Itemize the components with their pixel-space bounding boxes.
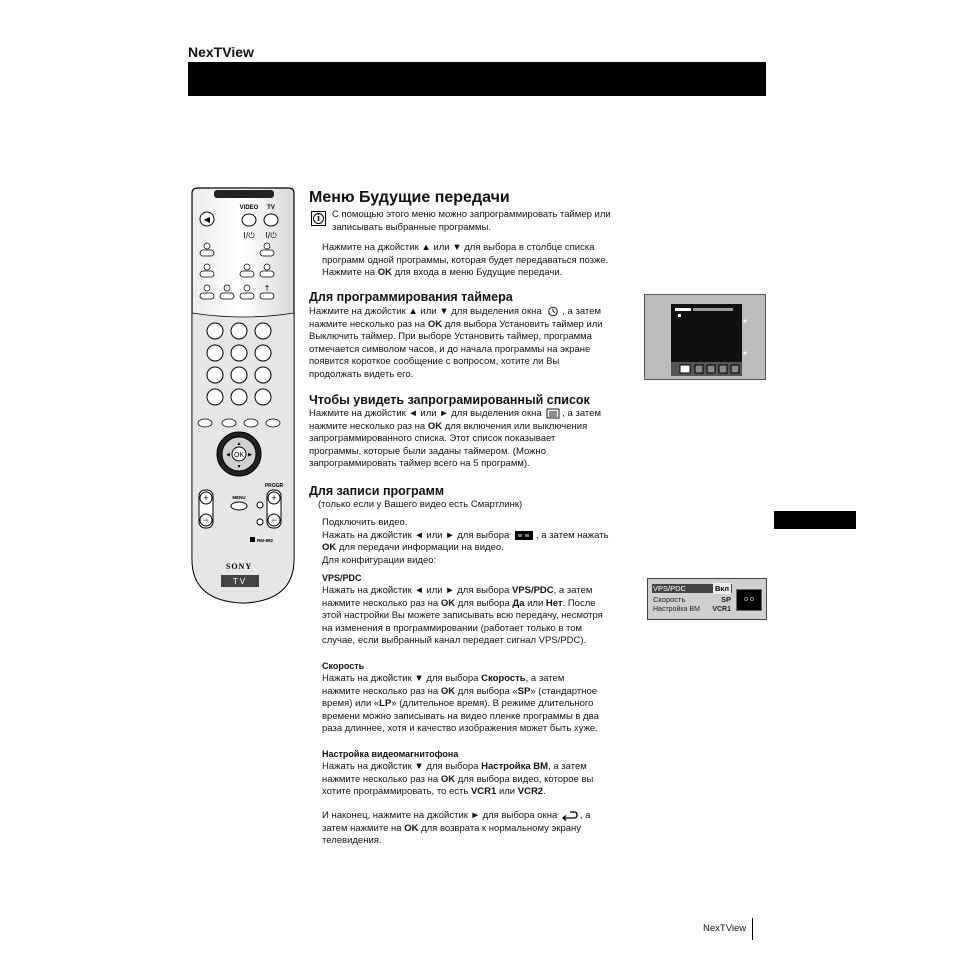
step1-text: Нажмите на джойстик ▲ или ▼ для выбора в столбце списка программ одной программы, которая будет передаваться позже. Нажмите на OK для входа в меню Будущие передачи. <box>322 242 609 279</box>
list-window-icon <box>544 408 562 419</box>
return-icon <box>560 810 580 821</box>
remote-control-illustration <box>188 187 298 607</box>
side-tab-marker <box>774 511 856 529</box>
header-bar <box>188 62 766 96</box>
brand-label: SONY <box>225 562 253 571</box>
svg-text:↑: ↑ <box>263 284 271 293</box>
tv-brand-label: TV <box>232 577 248 586</box>
ok-label: OK <box>233 452 245 459</box>
timer-text: Нажмите на джойстик ▲ или ▼ для выделения окна , а затем нажмите несколько раз на OK для выбора Установить таймер или Выключить таймер. При выборе Установить таймер, программа отмечается символом часов, и до начала программы на экране появится короткое сообщение с вопросом, хотите ли Вы продолжать видеть его. <box>309 306 603 380</box>
svg-text:▶: ▶ <box>248 452 252 458</box>
vcr-menu-row-label: Скорость <box>653 595 686 604</box>
speed-title: Скорость <box>322 661 365 671</box>
vcr-text: Нажать на джойстик ▼ для выбора Настройка ВМ, а затем нажмите несколько раз на OK для выбора видео, которое вы хотите программировать, то есть VCR1 или VCR2. <box>322 761 594 798</box>
svg-text:▲: ▲ <box>236 441 242 447</box>
record-steps: Подключить видео. Нажать на джойстик ◄ или ► для выбора , а затем нажать OK для передачи информации на видео. Для конфигурации видео: <box>322 517 609 566</box>
tv-screen-illustration <box>644 294 766 380</box>
list-heading: Чтобы увидеть запрограмированный список <box>309 393 590 407</box>
list-text: Нажмите на джойстик ◄ или ► для выделения окна , а затем нажмите несколько раз на OK для включения или выключения запрограммированного списка. Этот список показывает программы, которые были заданы таймером. (Можно запрограммировать таймер всего на 5 программ). <box>309 408 601 470</box>
vcr-menu-row-value: SP <box>720 595 731 604</box>
vcr-menu-row <box>653 583 731 594</box>
vcr-menu-row-label: VPS/PDC <box>653 584 686 593</box>
vcr-menu-row-value: VCR1 <box>712 606 731 613</box>
svg-text:▼: ▼ <box>236 464 242 470</box>
vcr-config-menu <box>647 578 767 620</box>
svg-text:◀: ◀ <box>226 452 230 458</box>
power-label-2: I/⏻ <box>265 231 277 240</box>
record-note: (только если у Вашего видео есть Смартлинк) <box>318 499 523 510</box>
menu-label: MENU <box>232 495 246 500</box>
vcr-title: Настройка видеомагнитофона <box>322 749 459 759</box>
model-label: RM-892 <box>257 538 274 543</box>
footer-label: NexTView <box>703 923 747 934</box>
vcr-menu-row <box>653 604 731 615</box>
timer-heading: Для программирования таймера <box>309 290 513 304</box>
section-label: NexTView <box>188 44 254 60</box>
page-title: Меню Будущие передачи <box>309 189 510 206</box>
progr-label: PROGR <box>264 483 284 489</box>
svg-text:+: + <box>271 493 277 503</box>
clock-icon <box>544 306 562 317</box>
vps-title: VPS/PDC <box>322 573 362 583</box>
tv-label: TV <box>267 205 275 211</box>
record-heading: Для записи программ <box>309 484 445 498</box>
svg-text:−: − <box>271 515 277 525</box>
svg-text:◀: ◀ <box>203 215 211 224</box>
power-label-1: I/⏻ <box>243 231 255 240</box>
svg-text:−: − <box>203 515 209 525</box>
vcr-menu-row-label: Настройка ВМ <box>653 606 700 613</box>
record-icon <box>512 530 536 541</box>
speed-text: Нажать на джойстик ▼ для выбора Скорость, а затем нажмите несколько раз на OK для выбора «SP» (стандартное время) или «LP» (длительное время). В режиме длительного времени можно записывать на видео пленке программы в два раза длиннее, хотя и качество изображения может быть хуже. <box>322 673 599 735</box>
info-icon: i <box>311 211 326 226</box>
footer-divider <box>752 918 753 940</box>
vps-text: Нажать на джойстик ◄ или ► для выбора VPS/PDC, а затем нажмите несколько раз на OK для выбора Да или Нет. После этой настройки Вы можете записывать всю передачу, несмотря на изменения в программировании (работает только в том случае, если выбранный канал передает сигнал VPS/PDC). <box>322 585 603 647</box>
video-label: VIDEO <box>239 205 259 211</box>
vcr-cassette-icon: o o <box>736 589 762 611</box>
vcr-menu-row-value: Вкл <box>714 584 729 593</box>
svg-text:+: + <box>203 493 209 503</box>
final-text: И наконец, нажмите на джойстик ► для выбора окна , а затем нажмите на OK для возврата к нормальному экрану телевидения. <box>322 810 591 847</box>
intro-text: С помощью этого меню можно запрограммировать таймер или записывать выбранные программы. <box>332 209 611 233</box>
